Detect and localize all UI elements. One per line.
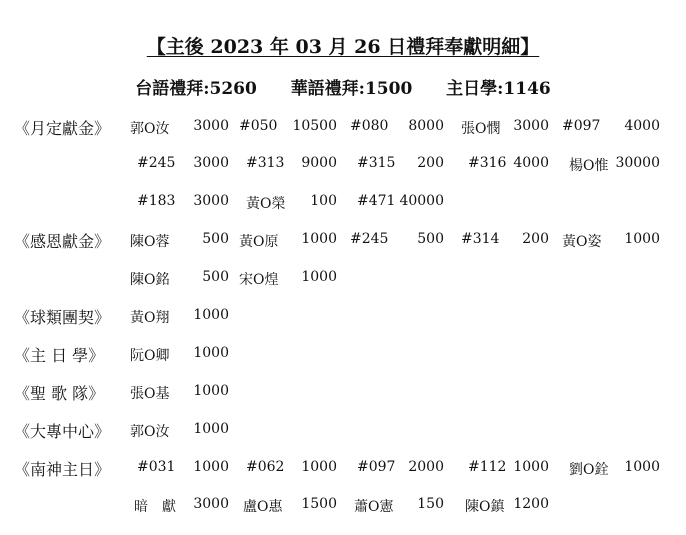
offering-amount: 3000	[193, 155, 229, 171]
donor-name: #097	[357, 459, 396, 475]
donor-name: 劉O銓	[569, 462, 609, 478]
offering-amount: 1000	[513, 459, 549, 475]
donor-name: 黃O姿	[562, 234, 602, 250]
donor-name: #315	[357, 155, 396, 171]
offering-amount: 200	[417, 155, 444, 171]
page-title	[0, 32, 686, 59]
offering-amount: 1000	[624, 459, 660, 475]
category-label: 《聖 歌 隊》	[14, 384, 105, 403]
attendance-summary	[0, 74, 686, 99]
donor-name: #316	[468, 155, 507, 171]
donor-name: 陳O鎮	[465, 499, 505, 515]
offering-amount: 100	[310, 193, 337, 209]
offering-amount: 4000	[513, 155, 549, 171]
offering-row	[0, 457, 686, 481]
offering-amount: 4000	[624, 118, 660, 134]
offering-amount: 8000	[408, 118, 444, 134]
mandarin-service-label: 華語禮拜:	[290, 79, 365, 99]
donor-name: #062	[246, 459, 285, 475]
offering-amount: 40000	[399, 193, 444, 209]
donor-name: 黃O榮	[246, 196, 286, 212]
donor-name: 黃O翔	[130, 310, 170, 326]
offering-row	[0, 116, 686, 140]
category-label: 《球類團契》	[14, 308, 111, 327]
offering-amount: 1000	[624, 231, 660, 247]
donor-name: #031	[137, 459, 176, 475]
offering-amount: 1500	[301, 496, 337, 512]
offering-row	[0, 494, 686, 518]
donor-name: 阮O卿	[130, 348, 170, 364]
mandarin-service-count: 1500	[364, 79, 413, 99]
offering-row	[0, 343, 686, 367]
offering-amount: 500	[202, 231, 229, 247]
donor-name: 陳O蓉	[130, 234, 170, 250]
donor-name: 張O憫	[461, 121, 501, 137]
offering-amount: 1000	[301, 269, 337, 285]
donor-name: #245	[137, 155, 176, 171]
donor-name: 黃O原	[239, 234, 279, 250]
offering-amount: 1000	[193, 345, 229, 361]
offering-amount: 3000	[193, 193, 229, 209]
offering-amount: 3000	[193, 496, 229, 512]
offering-amount: 150	[417, 496, 444, 512]
category-label: 《南神主日》	[14, 460, 111, 479]
offering-amount: 1000	[193, 459, 229, 475]
donor-name: 盧O惠	[243, 499, 283, 515]
offering-amount: 1200	[513, 496, 549, 512]
offering-row	[0, 229, 686, 253]
offering-row	[0, 305, 686, 329]
offering-amount: 1000	[193, 421, 229, 437]
donor-name: #313	[246, 155, 285, 171]
donor-name: 宋O煌	[239, 272, 279, 288]
donor-name: 陳O銘	[130, 272, 170, 288]
donor-name: #112	[468, 459, 507, 475]
offering-amount: 500	[417, 231, 444, 247]
category-label: 《大專中心》	[14, 422, 111, 441]
donor-name: 張O基	[130, 386, 170, 402]
donor-name: 郭O汝	[130, 121, 170, 137]
taiwanese-service-count: 5260	[209, 79, 257, 99]
donor-name: #183	[137, 193, 176, 209]
offering-amount: 30000	[615, 155, 660, 171]
offering-amount: 3000	[513, 118, 549, 134]
offering-row	[0, 191, 686, 215]
donor-name: #080	[350, 118, 389, 134]
donor-name: 暗 獻	[134, 499, 176, 515]
offering-row	[0, 419, 686, 443]
offering-row	[0, 381, 686, 405]
donor-name: #245	[350, 231, 389, 247]
offering-row	[0, 153, 686, 177]
sunday-school-count: 1146	[503, 79, 551, 99]
donor-name: 蕭O憲	[354, 499, 394, 515]
offering-amount: 200	[522, 231, 549, 247]
offering-amount: 1000	[301, 459, 337, 475]
taiwanese-service-label: 台語禮拜:	[135, 79, 210, 99]
offering-amount: 3000	[193, 118, 229, 134]
offering-row	[0, 267, 686, 291]
donor-name: 楊O惟	[569, 158, 609, 174]
sunday-school-label: 主日學:	[446, 79, 504, 99]
category-label: 《主 日 學》	[14, 346, 105, 365]
offering-amount: 9000	[301, 155, 337, 171]
offering-amount: 1000	[301, 231, 337, 247]
category-label: 《月定獻金》	[14, 119, 111, 138]
donor-name: #471	[357, 193, 396, 209]
offering-amount: 1000	[193, 383, 229, 399]
offering-amount: 10500	[292, 118, 337, 134]
donor-name: #097	[562, 118, 601, 134]
offering-amount: 500	[202, 269, 229, 285]
offering-amount: 2000	[408, 459, 444, 475]
page-title-text: 【主後 2023 年 03 月 26 日禮拜奉獻明細】	[146, 36, 540, 58]
donor-name: #314	[461, 231, 500, 247]
category-label: 《感恩獻金》	[14, 232, 111, 251]
offering-amount: 1000	[193, 307, 229, 323]
donor-name: #050	[239, 118, 278, 134]
donor-name: 郭O汝	[130, 424, 170, 440]
